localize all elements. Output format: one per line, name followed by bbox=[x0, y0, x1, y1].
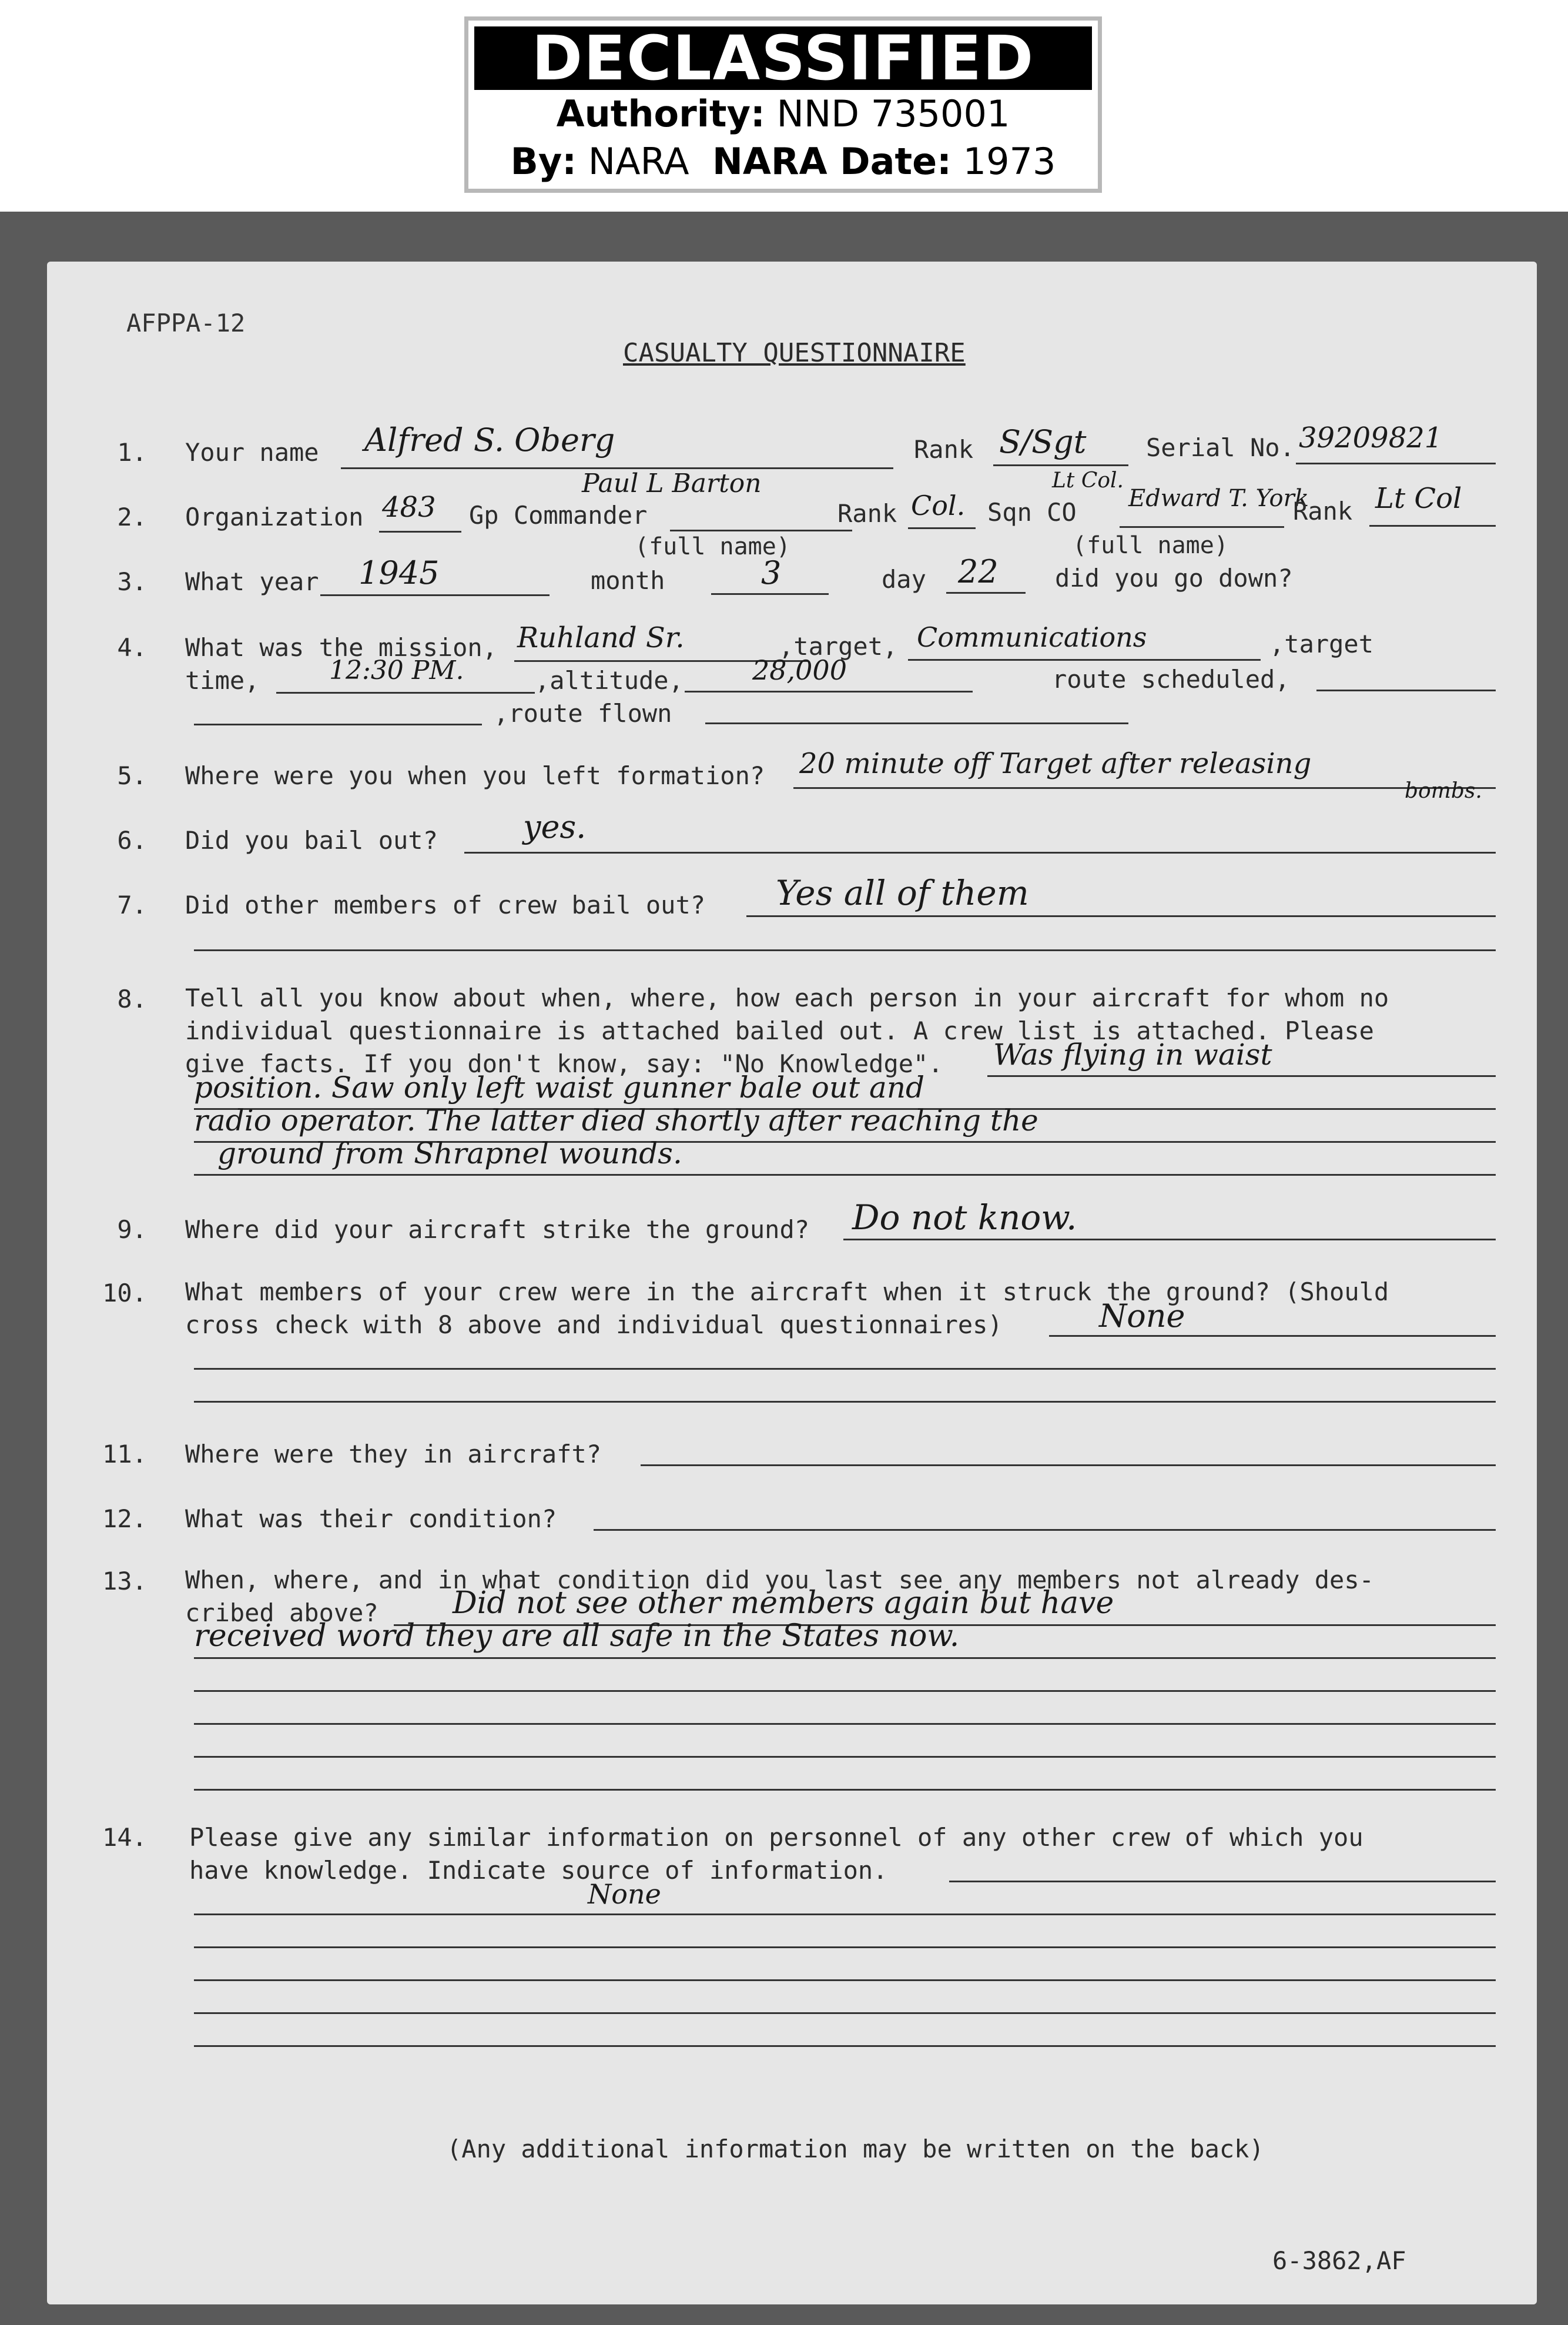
q10-answer-line bbox=[1049, 1335, 1496, 1337]
q2-sqn-rank-line bbox=[1369, 525, 1496, 527]
q9-answer: Do not know. bbox=[852, 1197, 1077, 1237]
q10-answer-line-3 bbox=[194, 1401, 1496, 1403]
q8-number: 8. bbox=[117, 985, 147, 1013]
q3-number: 3. bbox=[117, 567, 147, 596]
q4-time-answer: 12:30 PM. bbox=[329, 655, 464, 685]
q4-number: 4. bbox=[117, 633, 147, 662]
q4-target-label: ,target, bbox=[779, 632, 898, 661]
q4-time-label: time, bbox=[185, 666, 260, 695]
q12-number: 12. bbox=[102, 1504, 147, 1533]
q13-answer-1: Did not see other members again but have bbox=[453, 1585, 1114, 1621]
q2-gp-commander-answer: Paul L Barton bbox=[582, 469, 762, 499]
q1-rank-line bbox=[993, 464, 1128, 466]
by-label: By: bbox=[510, 140, 577, 183]
q2-sqn-label: Sqn CO bbox=[987, 498, 1077, 527]
form-number: 6-3862,AF bbox=[1272, 2246, 1406, 2275]
q1-serial-line bbox=[1296, 463, 1496, 464]
q1-rank-answer: S/Sgt bbox=[999, 423, 1087, 460]
q8-line-2: individual questionnaire is attached bailed out. A crew list is attached. Please bbox=[185, 1016, 1374, 1045]
scanned-page-background bbox=[0, 212, 1568, 2325]
q6-answer: yes. bbox=[523, 808, 587, 845]
q14-answer-line-2 bbox=[194, 1913, 1496, 1915]
q3-year-answer: 1945 bbox=[359, 554, 440, 591]
q3-day-answer: 22 bbox=[958, 553, 999, 590]
q7-number: 7. bbox=[117, 891, 147, 919]
q2-sqn-rank-answer: Lt Col bbox=[1375, 482, 1462, 515]
q8-answer-line-1 bbox=[987, 1075, 1496, 1077]
q5-label: Where were you when you left formation? bbox=[185, 761, 765, 790]
q10-answer: None bbox=[1099, 1297, 1185, 1334]
q4-target-line bbox=[908, 659, 1261, 661]
q8-answer-line-4 bbox=[194, 1174, 1496, 1176]
q2-full-name-2: (full name) bbox=[1073, 532, 1228, 559]
authority-value: NND 735001 bbox=[776, 92, 1010, 135]
q1-serial-answer: 39209821 bbox=[1299, 421, 1443, 454]
q2-full-name-1: (full name) bbox=[635, 533, 790, 560]
q10-line-2: cross check with 8 above and individual questionnaires) bbox=[185, 1310, 1003, 1339]
q3-month-answer: 3 bbox=[761, 554, 782, 591]
q13-answer-line-6 bbox=[194, 1789, 1496, 1791]
by-value: NARA bbox=[588, 140, 689, 183]
q10-line-1: What members of your crew were in the aircraft when it struck the ground? (Should bbox=[185, 1277, 1389, 1306]
q13-line-2: cribed above? bbox=[185, 1598, 378, 1627]
q9-answer-line bbox=[843, 1239, 1496, 1240]
q2-sqn-co-answer: Edward T. York bbox=[1128, 485, 1309, 512]
q2-number: 2. bbox=[117, 503, 147, 531]
declassified-stamp bbox=[464, 16, 1102, 193]
q6-number: 6. bbox=[117, 826, 147, 855]
q7-answer: Yes all of them bbox=[776, 873, 1029, 913]
q4-route-scheduled-line bbox=[1316, 690, 1496, 691]
q8-line-1: Tell all you know about when, where, how each person in your aircraft for whom no bbox=[185, 983, 1389, 1012]
q13-line-1: When, where, and in what condition did you last see any members not already des- bbox=[185, 1565, 1374, 1594]
q5-answer-2: bombs. bbox=[1405, 779, 1482, 803]
q13-answer-line-2 bbox=[194, 1657, 1496, 1659]
q2-sqn-rank-label: Rank bbox=[1293, 497, 1353, 526]
q14-answer-line-5 bbox=[194, 2012, 1496, 2014]
q1-number: 1. bbox=[117, 438, 147, 467]
q8-answer-3: radio operator. The latter died shortly after reaching the bbox=[194, 1103, 1038, 1138]
q7-answer-line-2 bbox=[194, 949, 1496, 951]
q6-label: Did you bail out? bbox=[185, 826, 438, 855]
form-title: CASUALTY QUESTIONNAIRE bbox=[623, 338, 966, 368]
q1-name-answer: Alfred S. Oberg bbox=[364, 421, 615, 459]
q8-answer-1: Was flying in waist bbox=[993, 1038, 1272, 1072]
q2-gp-line bbox=[670, 530, 852, 531]
q2-sqn-rank-note: Lt Col. bbox=[1052, 469, 1124, 493]
q4-altitude-label: ,altitude, bbox=[535, 666, 684, 695]
q2-org-answer: 483 bbox=[382, 491, 436, 524]
q13-answer-line-5 bbox=[194, 1756, 1496, 1758]
q4-altitude-line bbox=[685, 691, 973, 693]
q2-rank-answer: Col. bbox=[911, 490, 966, 521]
q1-serial-label: Serial No. bbox=[1146, 433, 1295, 462]
nara-date-value: 1973 bbox=[963, 140, 1056, 183]
q11-label: Where were they in aircraft? bbox=[185, 1440, 602, 1468]
q14-answer-line-3 bbox=[194, 1946, 1496, 1948]
q14-number: 14. bbox=[102, 1823, 147, 1852]
q1-label: Your name bbox=[185, 438, 319, 467]
q14-answer-line-1 bbox=[949, 1881, 1496, 1882]
q4-target-time-label-a: ,target bbox=[1269, 630, 1374, 658]
q12-label: What was their condition? bbox=[185, 1504, 557, 1533]
q13-number: 13. bbox=[102, 1567, 147, 1595]
q10-answer-line-2 bbox=[194, 1368, 1496, 1370]
q3-day-label: day bbox=[882, 565, 926, 594]
stamp-authority-line bbox=[468, 92, 1098, 135]
q4-route-scheduled-line-2 bbox=[194, 724, 482, 725]
q3-month-line bbox=[711, 593, 829, 595]
q9-number: 9. bbox=[117, 1215, 147, 1244]
stamp-title: DECLASSIFIED bbox=[474, 26, 1092, 90]
q1-rank-label: Rank bbox=[914, 435, 974, 464]
q4-route-scheduled-label: route scheduled, bbox=[1052, 665, 1290, 694]
q7-answer-line bbox=[746, 915, 1496, 917]
q3-day-line bbox=[946, 592, 1026, 594]
q11-number: 11. bbox=[102, 1440, 147, 1468]
q3-suffix: did you go down? bbox=[1055, 564, 1293, 593]
footer-note: (Any additional information may be written on the back) bbox=[447, 2135, 1264, 2163]
form-code: AFPPA-12 bbox=[126, 309, 246, 337]
q14-answer: None bbox=[588, 1878, 661, 1910]
q4-target-answer: Communications bbox=[917, 621, 1147, 653]
q4-time-line bbox=[276, 692, 535, 694]
q4-route-flown-label: ,route flown bbox=[494, 699, 672, 728]
stamp-by-line bbox=[468, 140, 1098, 183]
q6-answer-line bbox=[464, 852, 1496, 854]
q2-org-line bbox=[379, 531, 461, 533]
q13-answer-line-4 bbox=[194, 1723, 1496, 1725]
q3-month-label: month bbox=[591, 566, 665, 595]
q4-route-flown-line bbox=[705, 722, 1128, 724]
q5-answer-line bbox=[793, 787, 1496, 789]
q13-answer-2: received word they are all safe in the States now. bbox=[194, 1618, 960, 1654]
q10-number: 10. bbox=[102, 1279, 147, 1307]
q5-answer-1: 20 minute off Target after releasing bbox=[799, 747, 1312, 780]
q4-mission-answer: Ruhland Sr. bbox=[517, 621, 685, 654]
q13-answer-line-3 bbox=[194, 1690, 1496, 1692]
questionnaire-paper bbox=[47, 262, 1537, 2304]
q14-answer-line-4 bbox=[194, 1979, 1496, 1981]
q2-rank-label: Rank bbox=[837, 499, 897, 528]
q2-label: Organization bbox=[185, 503, 364, 531]
q9-label: Where did your aircraft strike the ground? bbox=[185, 1215, 810, 1244]
authority-label: Authority: bbox=[556, 92, 765, 135]
q3-label: What year bbox=[185, 567, 319, 596]
q2-sqn-line bbox=[1120, 526, 1284, 528]
q3-year-line bbox=[320, 594, 550, 596]
q11-answer-line bbox=[641, 1464, 1496, 1466]
q4-altitude-answer: 28,000 bbox=[752, 654, 847, 686]
q8-answer-4: ground from Shrapnel wounds. bbox=[217, 1136, 682, 1170]
q4-label: What was the mission, bbox=[185, 633, 498, 662]
q7-label: Did other members of crew bail out? bbox=[185, 891, 706, 919]
q14-line-1: Please give any similar information on personnel of any other crew of which you bbox=[189, 1823, 1363, 1852]
q2-gp-label: Gp Commander bbox=[469, 501, 648, 530]
q5-number: 5. bbox=[117, 761, 147, 790]
q2-rank-line bbox=[908, 527, 976, 529]
q14-answer-line-6 bbox=[194, 2045, 1496, 2047]
q8-line-3: give facts. If you don't know, say: "No Knowledge". bbox=[185, 1049, 943, 1078]
nara-date-label: NARA Date: bbox=[712, 140, 951, 183]
q12-answer-line bbox=[594, 1529, 1496, 1531]
q8-answer-2: position. Saw only left waist gunner bale out and bbox=[194, 1070, 925, 1105]
q14-line-2: have knowledge. Indicate source of information. bbox=[189, 1856, 888, 1885]
